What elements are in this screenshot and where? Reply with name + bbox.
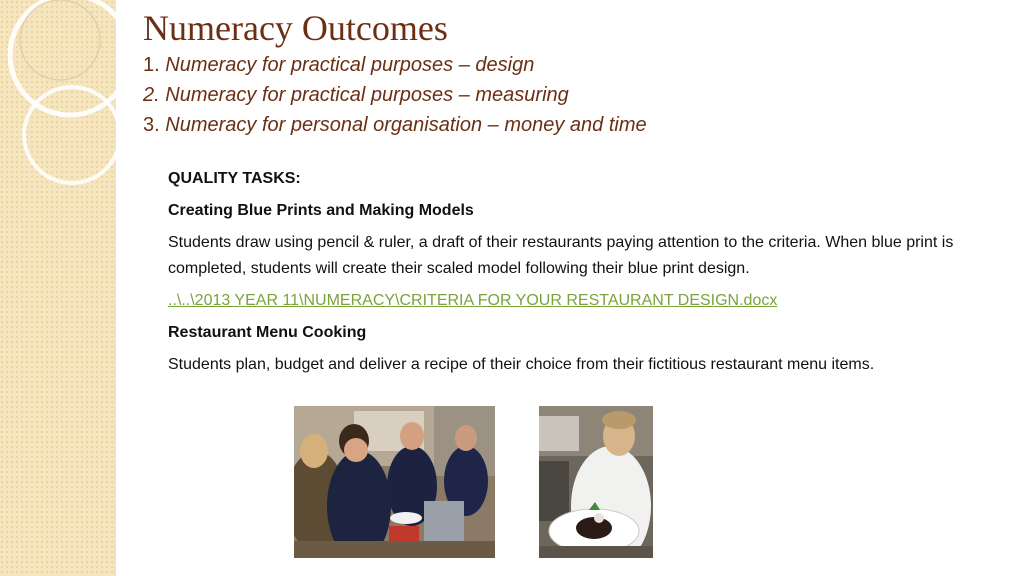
criteria-document-link[interactable]: ..\..\2013 YEAR 11\NUMERACY\CRITERIA FOR YOUR RESTAURANT DESIGN.docx (168, 292, 778, 309)
quality-tasks-heading: QUALITY TASKS: (168, 170, 301, 187)
outcome-number: 1. (143, 54, 160, 76)
outcome-text: Numeracy for practical purposes – design (165, 54, 535, 76)
outcome-item (143, 80, 647, 110)
task-body-blueprints: Students draw using pencil & ruler, a draft of their restaurants paying attention to the criteria. When blue print is completed, students will create their scaled model following their blue print design. (168, 234, 954, 277)
swirl-decoration (0, 0, 116, 240)
decorative-side-panel (0, 0, 116, 576)
task-heading-blueprints: Creating Blue Prints and Making Models (168, 202, 474, 219)
outcome-item (143, 50, 647, 80)
task-body-cooking: Students plan, budget and deliver a recipe of their choice from their fictitious restaurant menu items. (168, 356, 875, 373)
task-heading-cooking: Restaurant Menu Cooking (168, 324, 367, 341)
outcome-number: 3. (143, 114, 160, 136)
cooking-students-photo (294, 406, 495, 558)
content-body (168, 166, 998, 384)
outcome-text: Numeracy for practical purposes – measuring (165, 84, 569, 106)
outcome-number: 2. (143, 84, 160, 106)
title-block (143, 6, 647, 140)
outcome-item (143, 110, 647, 140)
plated-dish-photo (539, 406, 653, 558)
page-title: Numeracy Outcomes (143, 8, 448, 48)
outcome-text: Numeracy for personal organisation – money and time (165, 114, 647, 136)
